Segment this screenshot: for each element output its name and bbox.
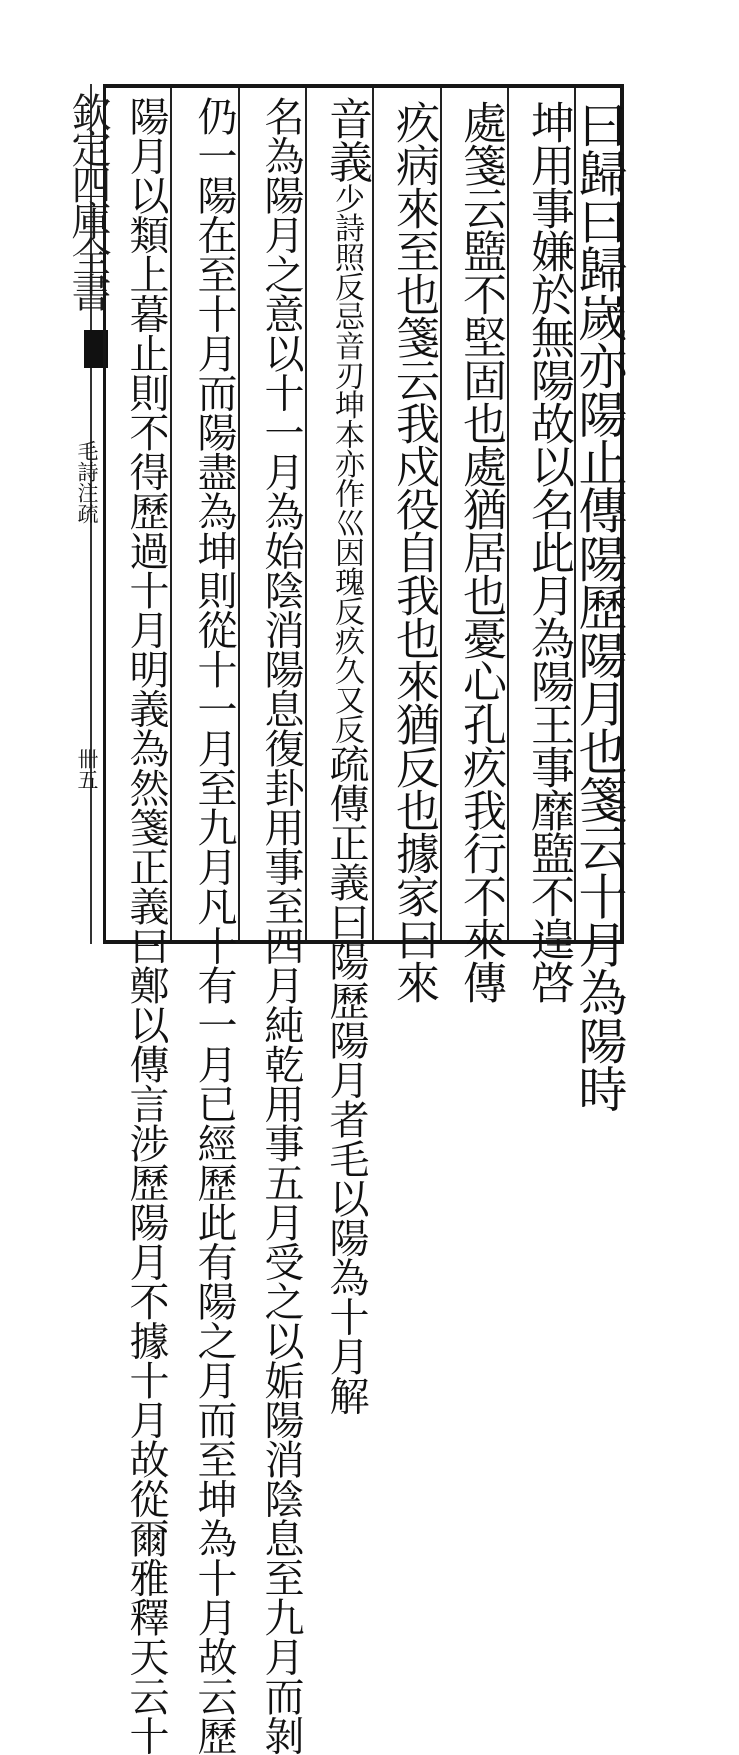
- column-rule: [305, 88, 307, 940]
- text-column-4: 疚病來至也箋云我戍役自我也來猶反也據家曰來: [388, 100, 439, 1003]
- column-rule: [507, 88, 509, 940]
- column-rule: [238, 88, 240, 940]
- yinyi-note: 少詩照反忌音刃坤本亦作巛因瑰反疚久又反: [329, 183, 364, 744]
- running-title: 欽定四庫全書: [65, 92, 111, 308]
- yinyi-heading: 音義: [321, 96, 372, 183]
- text-column-6: 名為陽月之意以十一月為始陰消陽息復卦用事至四月純乾用事五月受之以姤陽消陰息至九月而剝: [258, 96, 304, 1755]
- book-title: 毛詩注疏: [75, 440, 99, 524]
- text-column-3: 處箋云盬不堅固也處猶居也憂心孔疚我行不來傳: [455, 100, 506, 1003]
- text-column-8: 陽月以類上暮止則不得歷過十月明義為然箋正義曰鄭以傳言涉歷陽月不據十月故從爾雅釋天云十: [123, 96, 169, 1755]
- commentary-text: 疏傳正義曰陽歷陽月者毛以陽為十月解: [323, 743, 369, 1415]
- page-number: 卌五: [75, 748, 99, 790]
- text-column-1: 曰歸曰歸嵗亦陽止傳陽歷陽月也箋云十月為陽時: [571, 100, 628, 1113]
- text-column-5: [312, 96, 372, 1415]
- column-rule: [170, 88, 172, 940]
- column-rule: [372, 88, 374, 940]
- text-column-7: 仍一陽在至十月而陽盡為坤則從十一月至九月凡十有一月已經歷此有陽之月而至坤為十月故云歷: [191, 96, 237, 1755]
- text-column-2: 坤用事嫌於無陽故以名此月為陽王事靡盬不遑啓: [523, 100, 574, 1003]
- column-rule: [440, 88, 442, 940]
